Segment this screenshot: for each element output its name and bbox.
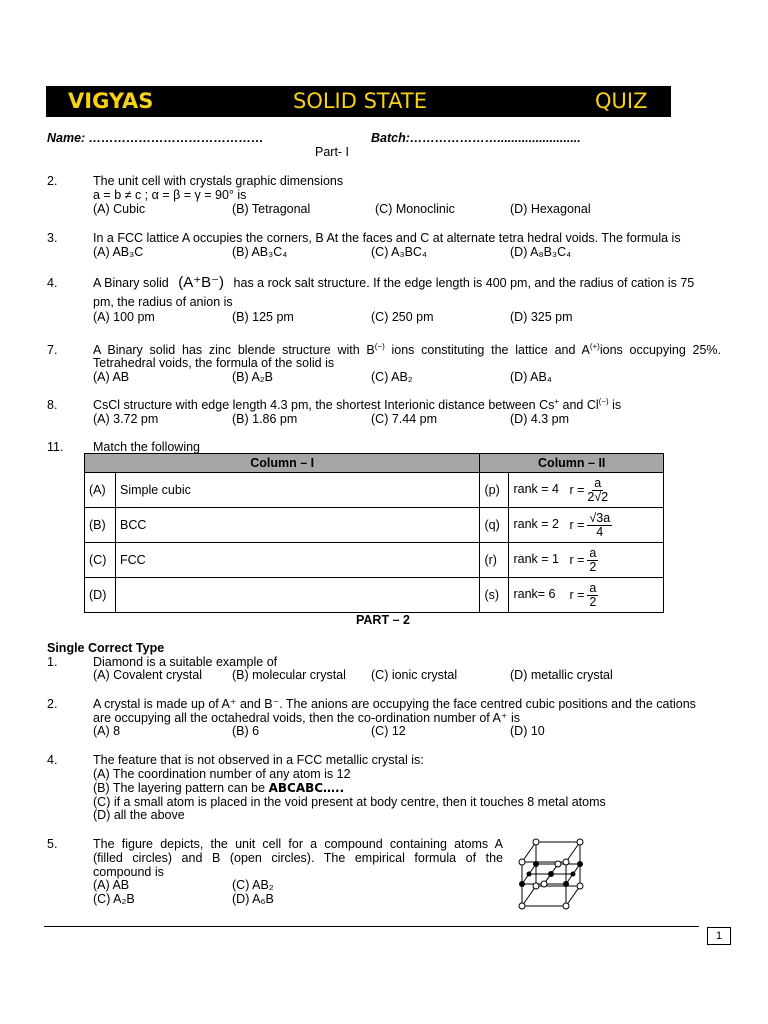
title-banner (46, 86, 671, 117)
option: (A) AB (93, 878, 130, 892)
match-table (84, 453, 664, 613)
part-one-heading: Part- I (315, 145, 350, 159)
question-number: 7. (47, 343, 58, 357)
option: (D) 10 (510, 724, 545, 738)
question-text: CsCl structure with edge length 4.3 pm, the shortest Interionic distance between Cs+ and Cl(−) is (93, 396, 622, 412)
option: (C) AB₂ (232, 878, 274, 892)
question-text: are occupying all the octahedral voids, then the co-ordination number of A⁺ is (93, 711, 520, 725)
option: (B) Tetragonal (232, 202, 311, 216)
option: (D) A₆B (232, 892, 274, 906)
question-text: (B) The layering pattern can be ABCABC….. (93, 781, 345, 795)
footer-rule (44, 926, 699, 927)
question-text: (C) if a small atom is placed in the void present at body centre, then it touches 8 metal atoms (93, 795, 606, 809)
question-number: 11. (47, 440, 64, 454)
table-row: (D) (s) rank= 6 r = $\frac{a}{2}$ (85, 578, 664, 613)
question-text: pm, the radius of anion is (93, 295, 233, 309)
option: (B) A₂B (232, 370, 273, 384)
table-row: (A) Simple cubic (p) rank = 4 r = $\frac{a}{2√2}$ (85, 473, 664, 508)
option: (C) A₂B (93, 892, 135, 906)
batch-field: Batch:…………………........................ (371, 131, 581, 145)
question-number: 5. (47, 837, 58, 851)
option: (D) A₈B₃C₄ (510, 245, 572, 259)
table-row: (B) BCC (q) rank = 2 r = $\frac{√3a}{4}$ (85, 508, 664, 543)
question-text: (A) The coordination number of any atom is 12 (93, 767, 351, 781)
question-number: 2. (47, 174, 58, 188)
question-number: 1. (47, 655, 58, 669)
option: (B) molecular crystal (232, 668, 346, 682)
question-number: 2. (47, 697, 58, 711)
option: (C) AB₂ (371, 370, 413, 384)
option: (A) 100 pm (93, 310, 155, 324)
question-text: compound is (93, 865, 164, 879)
section-subtitle: Single Correct Type (47, 641, 165, 655)
question-text: A Binary solid (A⁺B⁻) has a rock salt structure. If the edge length is 400 pm, and the radius of cation is 75 (93, 274, 695, 291)
brand-name: VIGYAS (68, 89, 154, 113)
unit-cell-diagram (514, 836, 590, 910)
question-text: Tetrahedral voids, the formula of the solid is (93, 356, 335, 370)
option: (A) 3.72 pm (93, 412, 159, 426)
option: (D) metallic crystal (510, 668, 613, 682)
option: (C) Monoclinic (375, 202, 455, 216)
question-text: (D) all the above (93, 808, 185, 822)
option: (C) ionic crystal (371, 668, 458, 682)
option: (C) 7.44 pm (371, 412, 437, 426)
column-one-header: Column – I (85, 454, 480, 473)
question-text: A Binary solid has zinc blende structure with B(−) ions constituting the lattice and A(+)ions occupying 25%. (93, 341, 722, 357)
question-text: The feature that is not observed in a FCC metallic crystal is: (93, 753, 424, 767)
question-text: (filled circles) and B (open circles). The empirical formula of the (93, 851, 503, 865)
part-two-heading: PART – 2 (356, 613, 410, 627)
question-number: 3. (47, 231, 58, 245)
option: (B) 125 pm (232, 310, 294, 324)
option: (A) 8 (93, 724, 121, 738)
option: (C) 12 (371, 724, 406, 738)
option: (B) AB₃C₄ (232, 245, 288, 259)
option: (D) Hexagonal (510, 202, 591, 216)
question-text: a = b ≠ c ; α = β = γ = 90° is (93, 188, 247, 202)
option: (A) Cubic (93, 202, 146, 216)
question-text: A crystal is made up of A⁺ and B⁻. The anions are occupying the face centred cubic positions and the cations (93, 697, 696, 711)
option: (D) AB₄ (510, 370, 552, 384)
option: (D) 4.3 pm (510, 412, 570, 426)
option: (A) AB (93, 370, 130, 384)
question-number: 4. (47, 276, 58, 290)
option: (A) Covalent crystal (93, 668, 203, 682)
name-field: Name: …………………………………… (47, 131, 264, 145)
option: (D) 325 pm (510, 310, 573, 324)
option: (B) 1.86 pm (232, 412, 298, 426)
question-text: The figure depicts, the unit cell for a compound containing atoms A (93, 837, 503, 851)
option: (C) 250 pm (371, 310, 434, 324)
quiz-label: QUIZ (595, 89, 648, 113)
question-text: Diamond is a suitable example of (93, 655, 278, 669)
question-text: In a FCC lattice A occupies the corners, B At the faces and C at alternate tetra hedral voids. The formula is (93, 231, 681, 245)
option: (A) AB₃C (93, 245, 144, 259)
option: (C) A₃BC₄ (371, 245, 428, 259)
ion-pair: (A⁺B⁻) (178, 274, 225, 291)
table-header-row (85, 454, 664, 473)
question-text: Match the following (93, 440, 201, 454)
question-number: 8. (47, 398, 58, 412)
question-number: 4. (47, 753, 58, 767)
option: (B) 6 (232, 724, 260, 738)
column-two-header: Column – II (480, 454, 664, 473)
page-title: SOLID STATE (293, 89, 427, 113)
table-row: (C) FCC (r) rank = 1 r = $\frac{a}{2}$ (85, 543, 664, 578)
question-text: The unit cell with crystals graphic dimensions (93, 174, 344, 188)
page-number: 1 (707, 927, 731, 945)
